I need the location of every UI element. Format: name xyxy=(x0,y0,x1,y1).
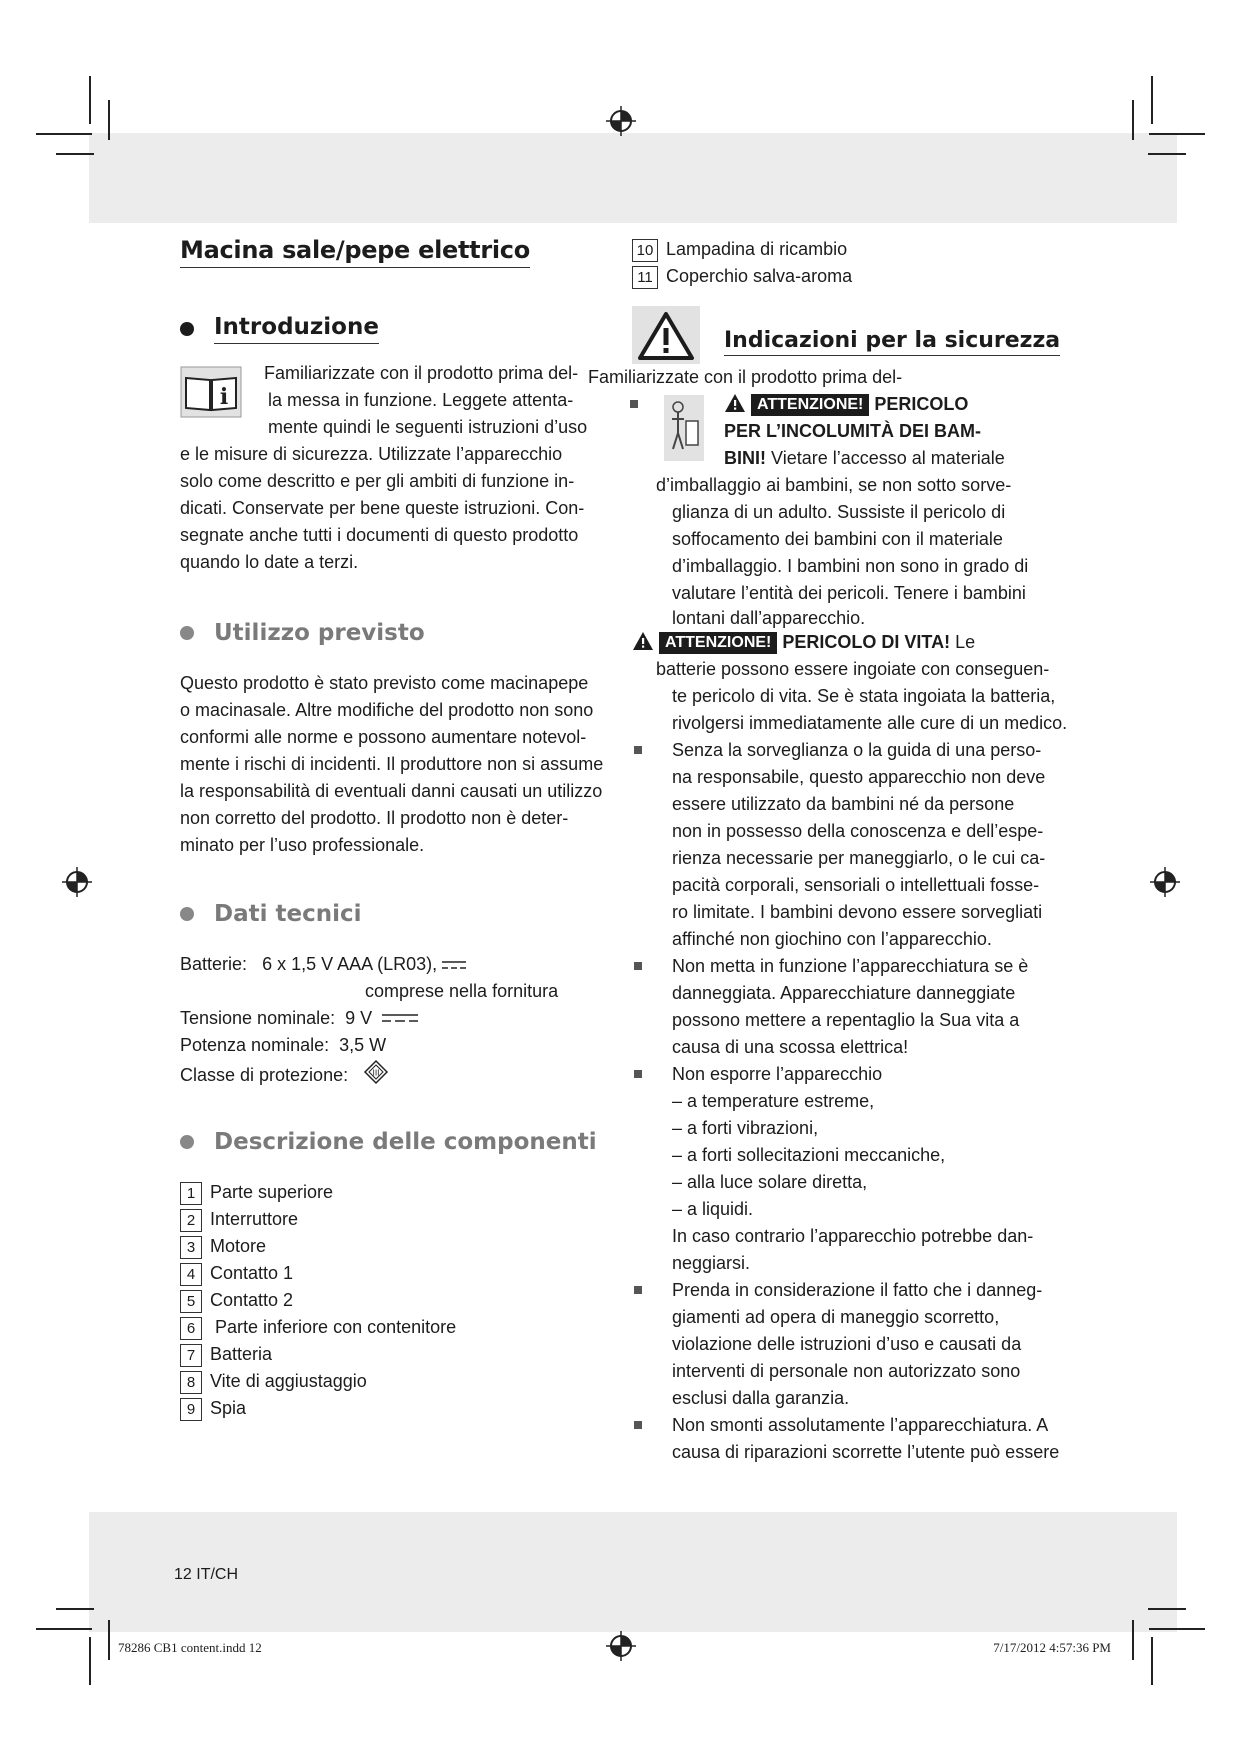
list-item: 9 Spia xyxy=(180,1395,608,1422)
warning-triangle-icon xyxy=(632,631,654,651)
overprint-line: Familiarizzate con il prodotto prima del- xyxy=(588,367,903,387)
registration-mark-icon xyxy=(1150,867,1180,897)
bullet-dot-icon xyxy=(180,1135,194,1149)
registration-mark-icon xyxy=(62,867,92,897)
warning-triangle-icon xyxy=(632,306,700,364)
page-number: 12 IT/CH xyxy=(174,1566,239,1583)
left-column xyxy=(180,236,608,1422)
list-item: 8 Vite di aggiustaggio xyxy=(180,1368,608,1395)
dc-symbol-icon xyxy=(442,959,466,971)
registration-mark-icon xyxy=(606,1631,636,1661)
tech-heading: Dati tecnici xyxy=(180,901,608,927)
svg-text:i: i xyxy=(219,384,229,410)
bullet-dot-icon xyxy=(180,626,194,640)
use-heading: Utilizzo previsto xyxy=(180,620,608,646)
square-bullet-icon xyxy=(634,746,642,754)
list-item: 2 Interruttore xyxy=(180,1206,608,1233)
safety-heading: Indicazioni per la sicurezza xyxy=(724,328,1060,356)
components-list xyxy=(180,1179,608,1422)
slug-date: 7/17/2012 4:57:36 PM xyxy=(993,1640,1111,1655)
list-item: 6 Parte inferiore con contenitore xyxy=(180,1314,608,1341)
right-column xyxy=(588,236,1072,1466)
safety-heading-row xyxy=(632,306,1072,364)
square-bullet-icon xyxy=(630,400,638,408)
square-bullet-icon xyxy=(634,962,642,970)
protection-class-iii-icon xyxy=(363,1059,389,1085)
list-item: 10 Lampadina di ricambio xyxy=(632,236,1072,263)
list-item: 1 Parte superiore xyxy=(180,1179,608,1206)
safety-bullet-5: Non smonti assolutamente l’apparecchiatura. A causa di riparazioni scorrette l’utente può essere xyxy=(632,1412,1072,1466)
square-bullet-icon xyxy=(634,1070,642,1078)
warning-life: ATTENZIONE! PERICOLO DI VITA! Le batterie possono essere ingoiate con conseguen- te pericolo di vita. Se è stata ingoiata la batteria, rivolgersi immediatamente alle cure di un medico. xyxy=(632,629,1072,737)
use-paragraph: Questo prodotto è stato previsto come macinapepe o macinasale. Altre modifiche del prodotto non sono conformi alle norme e possono aumentare notevol- mente i rischi di incidenti. Il produttore non si assume la responsabilità di eventuali danni causati un utilizzo non corretto del prodotto. Il prodotto non è deter- minato per l’uso professionale. xyxy=(180,673,604,855)
list-item: 11 Coperchio salva-aroma xyxy=(632,263,1072,290)
slug-file: 78286 CB1 content.indd 12 xyxy=(118,1640,262,1655)
safety-bullet-2: Non metta in funzione l’apparecchiatura se è danneggiata. Apparecchiature danneggiate possono mettere a repentaglio la Sua vita a causa di una scossa elettrica! xyxy=(632,953,1072,1061)
intro-paragraph: i Familiarizzate con il prodotto prima del- la messa in funzione. Leggete attenta- mente quindi le seguenti istruzioni d’uso e le misure di sicurezza. Utilizzate l’apparecchio solo come descritto e per gli ambiti di funzione in- dicati. Conservate per bene queste istruzioni. Con- segnate anche tutti i documenti di questo prodotto quando lo date a terzi. xyxy=(180,363,588,572)
square-bullet-icon xyxy=(634,1286,642,1294)
components-heading: Descrizione delle componenti xyxy=(180,1129,608,1155)
registration-mark-icon xyxy=(606,106,636,136)
footer-band xyxy=(89,1512,1177,1632)
warning-children: ATTENZIONE! PERICOLO PER L’INCOLUMITÀ DEI BAM- BINI! Vietare l’accesso al materiale d’imballaggio ai bambini, se non sotto sorve- glianza di un adulto. Sussiste il pericolo di soffocamento dei bambini con il materiale d’imballaggio. I bambini non sono in grado di valutare l’entità dei pericoli. Tenere i bambini lontani dall’apparecchio. xyxy=(632,391,1072,629)
square-bullet-icon xyxy=(634,1421,642,1429)
list-item: 4 Contatto 1 xyxy=(180,1260,608,1287)
bullet-dot-icon xyxy=(180,322,194,336)
list-item: 7 Batteria xyxy=(180,1341,608,1368)
warning-triangle-icon xyxy=(724,393,746,413)
list-item: 3 Motore xyxy=(180,1233,608,1260)
safety-bullet-1: Senza la sorveglianza o la guida di una perso- na responsabile, questo apparecchio non deve essere utilizzato da bambini né da persone non in possesso della conoscenza e dell’espe- rienza necessarie per maneggiarlo, o le cui ca- pacità corporali, sensoriali o intellettuali fosse- ro limitate. I bambini devono essere sorvegliati affinché non giochino con l’apparecchio. xyxy=(632,737,1072,953)
safety-bullet-3: Non esporre l’apparecchio – a temperature estreme, – a forti vibrazioni, – a forti sollecitazioni meccaniche, – alla luce solare diretta, – a liquidi. In caso contrario l’apparecchio potrebbe dan- neggiarsi. xyxy=(632,1061,1072,1277)
svg-text:III: III xyxy=(372,1068,380,1078)
document-title: Macina sale/pepe elettrico xyxy=(180,236,530,268)
bullet-dot-icon xyxy=(180,907,194,921)
child-warning-icon xyxy=(664,395,704,461)
dc-symbol-icon xyxy=(382,1012,418,1024)
info-book-icon xyxy=(180,366,242,418)
list-item: 5 Contatto 2 xyxy=(180,1287,608,1314)
intro-heading: Introduzione xyxy=(180,314,608,344)
tech-data: Batterie: 6 x 1,5 V AAA (LR03), comprese nella fornitura Tensione nominale: 9 V Potenza nominale: 3,5 W Classe di protezione: III xyxy=(180,954,559,1085)
header-band xyxy=(89,133,1177,223)
safety-bullet-4: Prenda in considerazione il fatto che i danneg- giamenti ad opera di maneggio scorretto, violazione delle istruzioni d’uso e causati da interventi di personale non autorizzato sono esclusi dalla garanzia. xyxy=(632,1277,1072,1412)
